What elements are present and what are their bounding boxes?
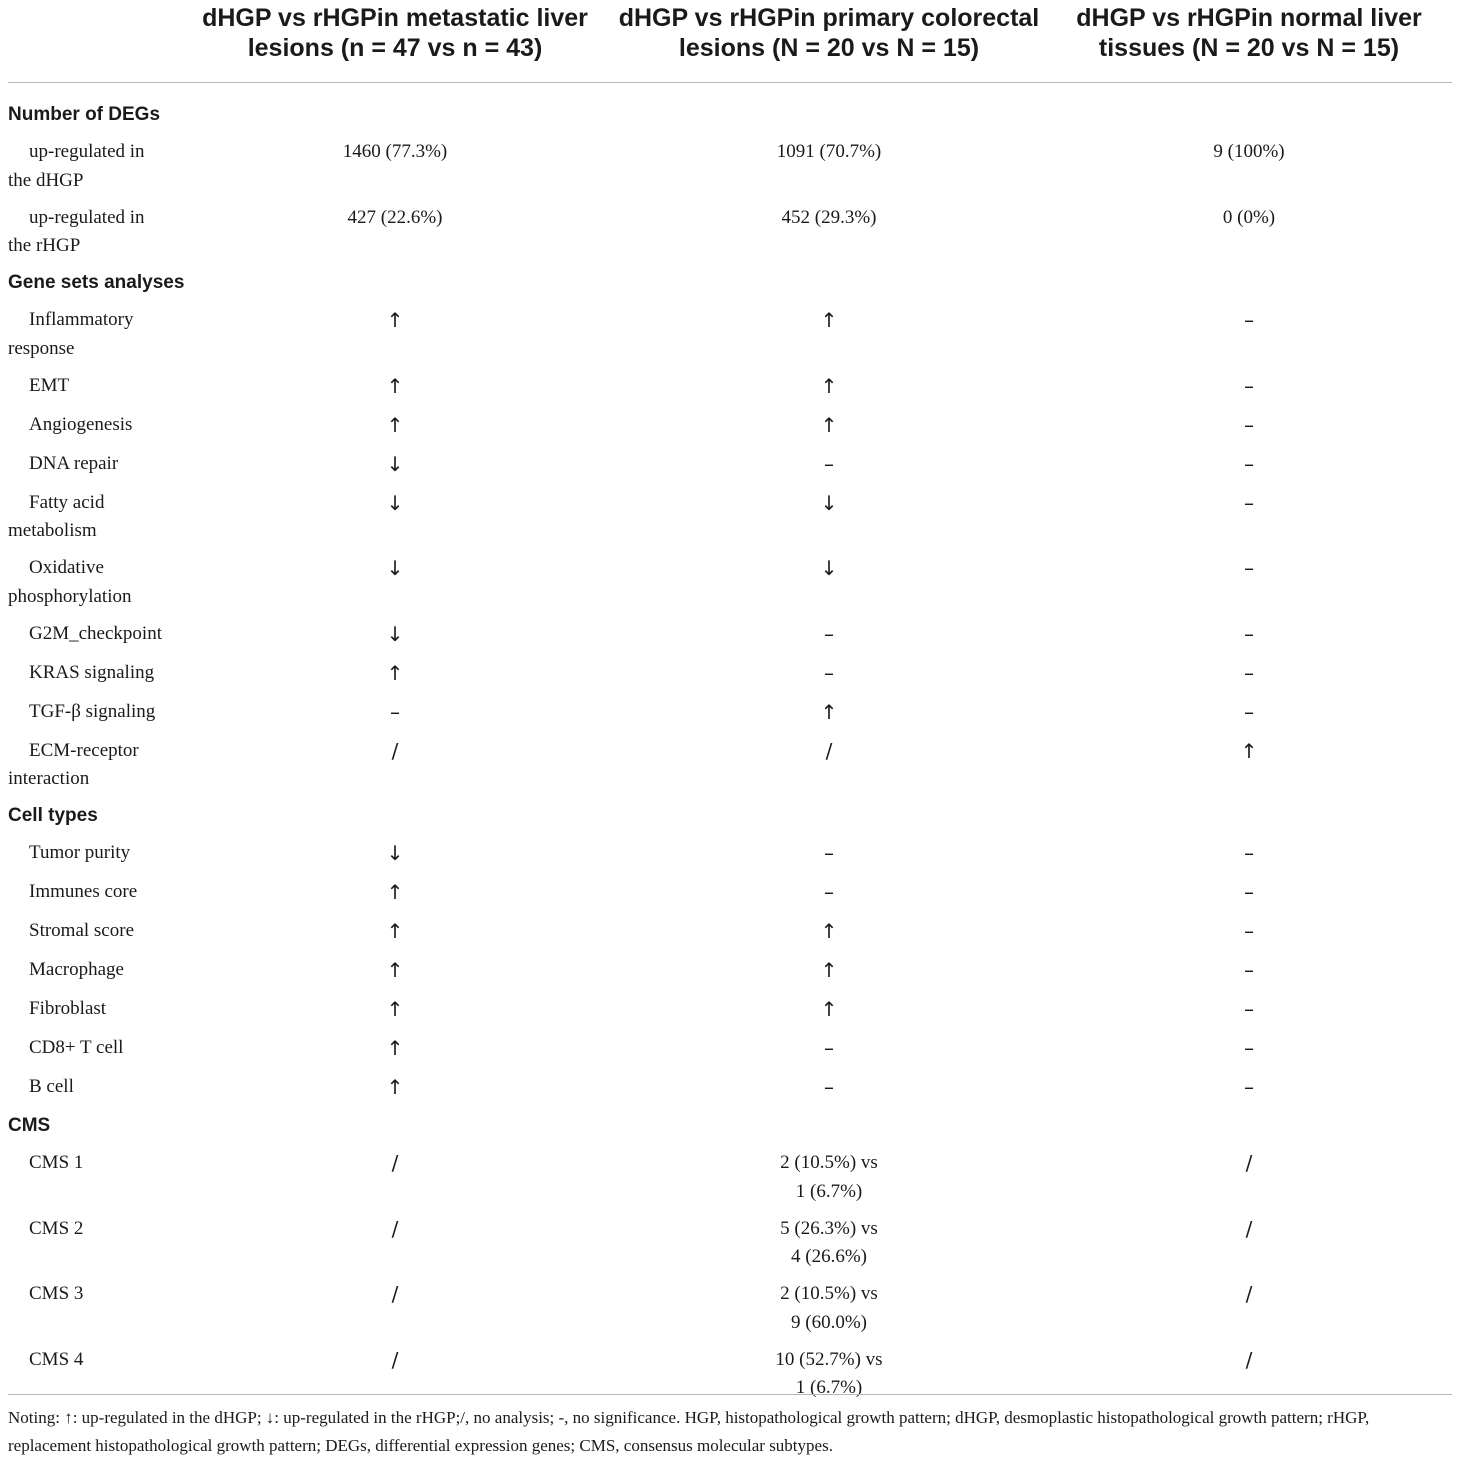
cell-text: – — [1244, 412, 1254, 437]
cell-value — [178, 1034, 612, 1073]
cell-value — [1046, 995, 1452, 1034]
row-label — [8, 878, 178, 917]
row-label-line: Fibroblast — [29, 998, 107, 1019]
table-container — [8, 0, 1452, 1411]
cell-value — [1046, 620, 1452, 659]
row-label-line: the dHGP — [8, 169, 84, 191]
cell-text: ↑ — [386, 880, 404, 904]
table-row — [8, 138, 1452, 204]
row-label — [8, 411, 178, 450]
section-title: CMS — [8, 1115, 51, 1136]
row-label — [8, 839, 178, 878]
table-row — [8, 839, 1452, 878]
cell-text: – — [1244, 621, 1254, 646]
table-body — [8, 83, 1452, 1412]
cell-text: / — [1245, 1151, 1253, 1175]
cell-text: ↑ — [386, 1075, 404, 1099]
table-row — [8, 411, 1452, 450]
header-normal-liver: dHGP vs rHGPin normal liver tissues (N = 20 vs N = 15) — [1046, 0, 1452, 83]
cell-text: / — [391, 738, 399, 763]
cell-text: 9 (100%) — [1213, 141, 1285, 162]
cell-value — [178, 1149, 612, 1215]
header-metastatic-liver: dHGP vs rHGPin metastatic liver lesions (n = 47 vs n = 43) — [178, 0, 612, 83]
cell-text: – — [824, 880, 834, 904]
row-label-line: response — [8, 337, 75, 359]
row-label-line: CMS 2 — [29, 1217, 84, 1239]
section-row — [8, 83, 1452, 139]
header-blank — [8, 0, 178, 83]
results-table — [8, 0, 1452, 1411]
cell-text: – — [1244, 373, 1254, 398]
row-label-line: phosphorylation — [8, 585, 132, 607]
row-label — [8, 554, 178, 620]
cell-value — [1046, 917, 1452, 956]
row-label-line: up-regulated in — [29, 206, 145, 228]
cell-text: – — [824, 1036, 834, 1060]
section-row — [8, 802, 1452, 839]
cell-text: / — [1245, 1347, 1253, 1372]
cell-value — [178, 620, 612, 659]
section-row — [8, 269, 1452, 306]
cell-text: / — [825, 738, 833, 763]
cell-value — [178, 411, 612, 450]
cell-value — [1046, 138, 1452, 204]
cell-value — [612, 1034, 1046, 1073]
row-label-line: CD8+ T cell — [29, 1037, 124, 1058]
row-label — [8, 1149, 178, 1215]
cell-value — [178, 489, 612, 555]
cell-value — [1046, 1346, 1452, 1412]
cell-value — [612, 839, 1046, 878]
cell-text: ↑ — [386, 1036, 404, 1060]
table-bottom-rule — [8, 1394, 1452, 1395]
header-primary-colorectal: dHGP vs rHGPin primary colorectal lesions (N = 20 vs N = 15) — [612, 0, 1046, 83]
cell-text: – — [824, 621, 834, 646]
cell-value — [612, 554, 1046, 620]
cell-value — [178, 1280, 612, 1346]
cell-value — [1046, 698, 1452, 737]
cell-text: – — [824, 1075, 834, 1099]
cell-text: ↑ — [386, 412, 404, 437]
cell-value — [178, 737, 612, 803]
cell-value — [1046, 737, 1452, 803]
cell-text: ↓ — [386, 490, 404, 515]
row-label — [8, 737, 178, 803]
cell-text: – — [1244, 919, 1254, 943]
table-row — [8, 620, 1452, 659]
row-label — [8, 659, 178, 698]
cell-value — [612, 204, 1046, 270]
cell-text: 2 (10.5%) vs 1 (6.7%) — [780, 1152, 878, 1202]
cell-text: ↑ — [820, 699, 838, 724]
cell-text: – — [1244, 958, 1254, 982]
cell-value — [178, 956, 612, 995]
cell-value — [612, 411, 1046, 450]
cell-text: ↑ — [386, 308, 404, 332]
row-label — [8, 698, 178, 737]
cell-text: 2 (10.5%) vs 9 (60.0%) — [780, 1283, 878, 1333]
cell-value — [1046, 1215, 1452, 1281]
cell-value — [612, 1215, 1046, 1281]
table-row — [8, 698, 1452, 737]
cell-value — [178, 138, 612, 204]
cell-value — [1046, 372, 1452, 411]
cell-text: ↑ — [820, 958, 838, 982]
row-label — [8, 995, 178, 1034]
row-label — [8, 917, 178, 956]
cell-text: / — [391, 1216, 399, 1241]
table-row — [8, 995, 1452, 1034]
cell-value — [178, 554, 612, 620]
cell-text: – — [390, 699, 400, 724]
cell-text: – — [824, 660, 834, 685]
cell-text: – — [1244, 1075, 1254, 1099]
cell-value — [1046, 839, 1452, 878]
row-label — [8, 1346, 178, 1412]
cell-value — [178, 995, 612, 1034]
cell-value — [612, 1280, 1046, 1346]
row-label — [8, 306, 178, 372]
cell-value — [178, 698, 612, 737]
cell-value — [1046, 659, 1452, 698]
row-label-line: Oxidative — [29, 557, 104, 578]
row-label-line: CMS 4 — [29, 1348, 84, 1370]
cell-value — [612, 878, 1046, 917]
section-title: Number of DEGs — [8, 104, 161, 125]
cell-text: – — [824, 841, 834, 865]
cell-value — [1046, 956, 1452, 995]
row-label-line: Inflammatory — [29, 309, 134, 330]
cell-value — [1046, 411, 1452, 450]
cell-text: – — [1244, 841, 1254, 865]
cell-text: ↑ — [386, 373, 404, 398]
table-footnote: Noting: ↑: up-regulated in the dHGP; ↓: up-regulated in the rHGP;/, no analysis; -, no significance. HGP, histopathological growth pattern; dHGP, desmoplastic histopathological growth pattern; rHGP, replacement histopathological growth pattern; DEGs, differential expression genes; CMS, consensus molecular subtypes. — [8, 1408, 1370, 1455]
cell-value — [1046, 878, 1452, 917]
table-row — [8, 1149, 1452, 1215]
row-label-line: metabolism — [8, 520, 97, 541]
cell-value — [1046, 306, 1452, 372]
cell-value — [178, 450, 612, 489]
row-label — [8, 450, 178, 489]
table-row — [8, 372, 1452, 411]
cell-value — [612, 995, 1046, 1034]
cell-value — [178, 204, 612, 270]
cell-value — [1046, 554, 1452, 620]
cell-text: 0 (0%) — [1222, 206, 1276, 228]
cell-text: – — [1244, 997, 1254, 1021]
row-label-line: B cell — [29, 1076, 74, 1097]
cell-value — [612, 372, 1046, 411]
row-label-line: Stromal score — [29, 920, 135, 941]
cell-text: – — [1244, 1036, 1254, 1060]
table-row — [8, 489, 1452, 555]
row-label-line: Angiogenesis — [29, 413, 133, 435]
cell-text: ↑ — [820, 308, 838, 332]
cell-text: 1091 (70.7%) — [776, 141, 882, 162]
cell-value — [612, 138, 1046, 204]
cell-text: – — [1244, 660, 1254, 685]
cell-text: ↑ — [820, 919, 838, 943]
cell-value — [612, 956, 1046, 995]
cell-value — [178, 659, 612, 698]
table-row — [8, 956, 1452, 995]
cell-value — [1046, 204, 1452, 270]
row-label-line: ECM-receptor — [29, 739, 139, 761]
cell-text: ↓ — [820, 556, 838, 580]
cell-value — [1046, 1034, 1452, 1073]
row-label-line: Tumor purity — [29, 842, 131, 863]
cell-text: 10 (52.7%) vs 1 (6.7%) — [775, 1348, 883, 1398]
table-row — [8, 1034, 1452, 1073]
cell-text: / — [391, 1151, 399, 1175]
cell-text: – — [1244, 880, 1254, 904]
row-label — [8, 204, 178, 270]
row-label — [8, 138, 178, 204]
cell-text: – — [1244, 699, 1254, 724]
cell-value — [612, 306, 1046, 372]
table-row — [8, 1280, 1452, 1346]
cell-text: / — [1245, 1216, 1253, 1241]
table-row — [8, 1346, 1452, 1412]
cell-value — [178, 839, 612, 878]
row-label-line: CMS 3 — [29, 1283, 84, 1304]
row-label — [8, 1073, 178, 1112]
section-row — [8, 1112, 1452, 1149]
row-label-line: Fatty acid — [29, 491, 105, 513]
row-label-line: KRAS signaling — [29, 661, 155, 683]
row-label-line: TGF-β signaling — [29, 700, 156, 722]
section-title: Gene sets analyses — [8, 272, 185, 293]
row-label — [8, 956, 178, 995]
cell-text: 452 (29.3%) — [781, 206, 877, 228]
cell-value — [612, 1346, 1046, 1412]
cell-value — [178, 372, 612, 411]
cell-text: 1460 (77.3%) — [342, 141, 448, 162]
table-row — [8, 737, 1452, 803]
cell-value — [612, 659, 1046, 698]
cell-text: – — [1244, 490, 1254, 515]
cell-value — [1046, 450, 1452, 489]
table-row — [8, 1073, 1452, 1112]
cell-text: / — [391, 1347, 399, 1372]
cell-value — [612, 917, 1046, 956]
cell-text: – — [824, 451, 834, 476]
table-header — [8, 0, 1452, 83]
cell-value — [178, 1073, 612, 1112]
cell-text: ↑ — [386, 660, 404, 685]
cell-text: ↑ — [386, 997, 404, 1021]
cell-text: 427 (22.6%) — [347, 206, 443, 228]
section-title: Cell types — [8, 805, 98, 826]
row-label — [8, 620, 178, 659]
row-label — [8, 372, 178, 411]
table-row — [8, 1215, 1452, 1281]
row-label-line: CMS 1 — [29, 1152, 84, 1173]
row-label — [8, 1280, 178, 1346]
table-row — [8, 878, 1452, 917]
cell-value — [612, 1149, 1046, 1215]
cell-text: ↑ — [386, 919, 404, 943]
cell-value — [612, 489, 1046, 555]
row-label — [8, 489, 178, 555]
row-label — [8, 1034, 178, 1073]
cell-value — [178, 878, 612, 917]
cell-value — [178, 1215, 612, 1281]
cell-value — [178, 306, 612, 372]
cell-text: – — [1244, 451, 1254, 476]
cell-text: ↓ — [386, 451, 404, 476]
row-label-line: DNA repair — [29, 452, 119, 474]
cell-text: ↑ — [820, 412, 838, 437]
cell-value — [1046, 1149, 1452, 1215]
row-label — [8, 1215, 178, 1281]
cell-text: / — [1245, 1282, 1253, 1306]
cell-text: ↑ — [386, 958, 404, 982]
row-label-line: Macrophage — [29, 959, 124, 980]
table-row — [8, 204, 1452, 270]
cell-text: ↓ — [386, 556, 404, 580]
cell-value — [1046, 1280, 1452, 1346]
row-label-line: Immunes core — [29, 881, 138, 902]
row-label-line: interaction — [8, 768, 90, 789]
cell-text: / — [391, 1282, 399, 1306]
cell-value — [612, 620, 1046, 659]
cell-text: – — [1244, 556, 1254, 580]
table-row — [8, 306, 1452, 372]
row-label-line: the rHGP — [8, 235, 81, 256]
cell-value — [612, 698, 1046, 737]
cell-value — [612, 1073, 1046, 1112]
row-label-line: up-regulated in — [29, 141, 145, 162]
table-row — [8, 659, 1452, 698]
cell-value — [612, 737, 1046, 803]
cell-text: 5 (26.3%) vs 4 (26.6%) — [780, 1217, 878, 1267]
cell-value — [1046, 1073, 1452, 1112]
cell-text: – — [1244, 308, 1254, 332]
row-label-line: G2M_checkpoint — [29, 622, 162, 644]
cell-text: ↑ — [1240, 738, 1258, 763]
table-row — [8, 554, 1452, 620]
cell-value — [612, 450, 1046, 489]
cell-text: ↑ — [820, 997, 838, 1021]
row-label-line: EMT — [29, 374, 70, 396]
cell-text: ↓ — [386, 841, 404, 865]
cell-value — [178, 917, 612, 956]
cell-text: ↓ — [386, 621, 404, 646]
cell-text: ↓ — [820, 490, 838, 515]
cell-value — [178, 1346, 612, 1412]
cell-value — [1046, 489, 1452, 555]
table-row — [8, 450, 1452, 489]
table-row — [8, 917, 1452, 956]
cell-text: ↑ — [820, 373, 838, 398]
